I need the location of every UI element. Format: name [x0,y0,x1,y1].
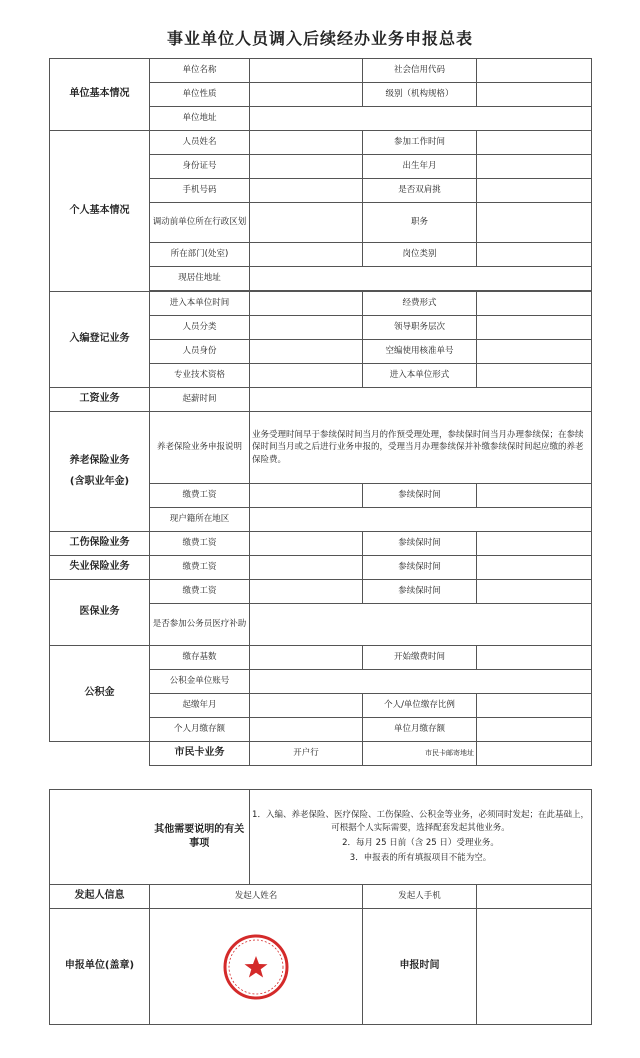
section-citizen-card: 市民卡业务 [150,742,250,766]
label-hukou: 现户籍所在地区 [150,508,250,532]
label-pay-wage-injury: 缴费工资 [150,532,250,556]
section-apply-time: 申报时间 [363,909,477,1025]
field-salary-start[interactable] [250,388,592,412]
field-insured-time-injury[interactable] [477,532,592,556]
section-pension [50,412,150,532]
field-pay-wage-pension[interactable] [250,484,363,508]
label-phone: 手机号码 [150,179,250,203]
notes-spacer [50,790,150,885]
label-person-name: 人员姓名 [150,131,250,155]
label-id-number: 身份证号 [150,155,250,179]
label-entry-form: 进入本单位形式 [363,364,477,388]
label-position: 职务 [363,203,477,243]
field-work-start[interactable] [477,131,592,155]
label-initiator-phone: 发起人手机 [363,885,477,909]
label-insured-time-injury: 参续保时间 [363,532,477,556]
field-leader-level[interactable] [477,316,592,340]
label-insured-time-medical: 参续保时间 [363,580,477,604]
label-unit-nature: 单位性质 [150,83,250,107]
field-residence[interactable] [250,267,592,291]
label-pension-note: 养老保险业务申报说明 [150,412,250,484]
field-vacancy-no[interactable] [477,340,592,364]
field-pay-wage-injury[interactable] [250,532,363,556]
section-unemployment: 失业保险业务 [50,556,150,580]
section-pension-title: 养老保险业务 [69,455,130,466]
label-pay-wage-medical: 缴费工资 [150,580,250,604]
field-department[interactable] [250,243,363,267]
label-deposit-base: 缴存基数 [150,646,250,670]
seal-area [150,909,363,1025]
section-salary: 工资业务 [50,388,150,412]
label-pay-wage-unemployment: 缴费工资 [150,556,250,580]
label-leader-level: 领导职务层次 [363,316,477,340]
field-unit-name[interactable] [250,59,363,83]
field-entry-time[interactable] [250,292,363,316]
field-id-number[interactable] [250,155,363,179]
field-post-type[interactable] [477,243,592,267]
field-ratio[interactable] [477,694,592,718]
field-unit-address[interactable] [250,107,592,131]
blank-cell [50,742,150,766]
footer-form-table [49,789,592,1025]
label-post-type: 岗位类别 [363,243,477,267]
field-tech-qual[interactable] [250,364,363,388]
field-fund-account[interactable] [250,670,592,694]
field-deposit-base[interactable] [250,646,363,670]
label-department: 所在部门(处室) [150,243,250,267]
main-form-table [49,58,592,766]
label-birth-date: 出生年月 [363,155,477,179]
field-level[interactable] [477,83,592,107]
label-initiator-name: 发起人姓名 [150,885,363,909]
field-pay-wage-medical[interactable] [250,580,363,604]
label-entry-time: 进入本单位时间 [150,292,250,316]
section-injury: 工伤保险业务 [50,532,150,556]
field-staff-category[interactable] [250,316,363,340]
pension-note-text: 业务受理时间早于参续保时间当月的作预受理处理，参续保时间当月办理参续保；在参续保时间当月或之后进行业务申报的，受理当月办理参续保并补缴参续保时间起应缴的养老保险费。 [250,412,592,484]
official-seal-stamp [221,932,291,1002]
field-unit-nature[interactable] [250,83,363,107]
section-personal-basic: 个人基本情况 [50,131,150,292]
label-insured-time-unemployment: 参续保时间 [363,556,477,580]
label-unit-address: 单位地址 [150,107,250,131]
label-staff-identity: 人员身份 [150,340,250,364]
field-position[interactable] [477,203,592,243]
field-prev-region[interactable] [250,203,363,243]
section-registration: 入编登记业务 [50,292,150,388]
label-unit-name: 单位名称 [150,59,250,83]
section-housing-fund: 公积金 [50,646,150,742]
label-tech-qual: 专业技术资格 [150,364,250,388]
label-start-pay-time: 开始缴费时间 [363,646,477,670]
label-monthly-personal: 个人月缴存额 [150,718,250,742]
section-applicant-unit: 申报单位(盖章) [50,909,150,1025]
section-other-notes: 其他需要说明的有关事项 [150,790,250,885]
field-insured-time-pension[interactable] [477,484,592,508]
label-fund-account: 公积金单位账号 [150,670,250,694]
field-card-mail[interactable] [477,742,592,766]
section-initiator: 发起人信息 [50,885,150,909]
field-start-pay-time[interactable] [477,646,592,670]
section-unit-basic: 单位基本情况 [50,59,150,131]
field-monthly-personal[interactable] [250,718,363,742]
page-title: 事业单位人员调入后续经办业务申报总表 [166,29,473,48]
field-monthly-unit[interactable] [477,718,592,742]
notes-block [250,790,592,885]
note-3: 3．申报表的所有填报项目不能为空。 [349,853,492,864]
field-dual-post[interactable] [477,179,592,203]
label-civil-medical: 是否参加公务员医疗补助 [150,604,250,646]
label-level: 级别（机构规格） [363,83,477,107]
label-fund-form: 经费形式 [363,292,477,316]
label-credit-code: 社会信用代码 [363,59,477,83]
field-fund-form[interactable] [477,292,592,316]
field-pay-wage-unemployment[interactable] [250,556,363,580]
note-2: 2．每月 25 日前（含 25 日）受理业务。 [342,838,499,848]
label-insured-time-pension: 参续保时间 [363,484,477,508]
field-birth-date[interactable] [477,155,592,179]
label-work-start: 参加工作时间 [363,131,477,155]
field-start-month[interactable] [250,694,363,718]
label-vacancy-no: 空编使用核准单号 [363,340,477,364]
field-hukou[interactable] [250,508,592,532]
label-bank: 开户行 [250,742,363,766]
field-initiator-phone[interactable] [477,885,592,909]
label-ratio: 个人/单位缴存比例 [363,694,477,718]
label-staff-category: 人员分类 [150,316,250,340]
field-staff-identity[interactable] [250,340,363,364]
field-civil-medical[interactable] [250,604,592,646]
label-prev-region: 调动前单位所在行政区划 [150,203,250,243]
label-dual-post: 是否双肩挑 [363,179,477,203]
label-salary-start: 起薪时间 [150,388,250,412]
section-medical: 医保业务 [50,580,150,646]
field-insured-time-medical[interactable] [477,580,592,604]
label-card-mail: 市民卡邮寄地址 [363,742,477,766]
note-1: 1．入编、养老保险、医疗保险、工伤保险、公积金等业务，必须同时发起；在此基础上，可根据个人实际需要，选择配套发起其他业务。 [252,810,589,833]
section-pension-subtitle: (含职业年金) [69,475,130,487]
field-apply-time[interactable] [477,909,592,1025]
field-insured-time-unemployment[interactable] [477,556,592,580]
label-monthly-unit: 单位月缴存额 [363,718,477,742]
field-entry-form[interactable] [477,364,592,388]
field-person-name[interactable] [250,131,363,155]
field-credit-code[interactable] [477,59,592,83]
field-phone[interactable] [250,179,363,203]
label-pay-wage-pension: 缴费工资 [150,484,250,508]
label-start-month: 起缴年月 [150,694,250,718]
label-residence: 现居住地址 [150,267,250,291]
